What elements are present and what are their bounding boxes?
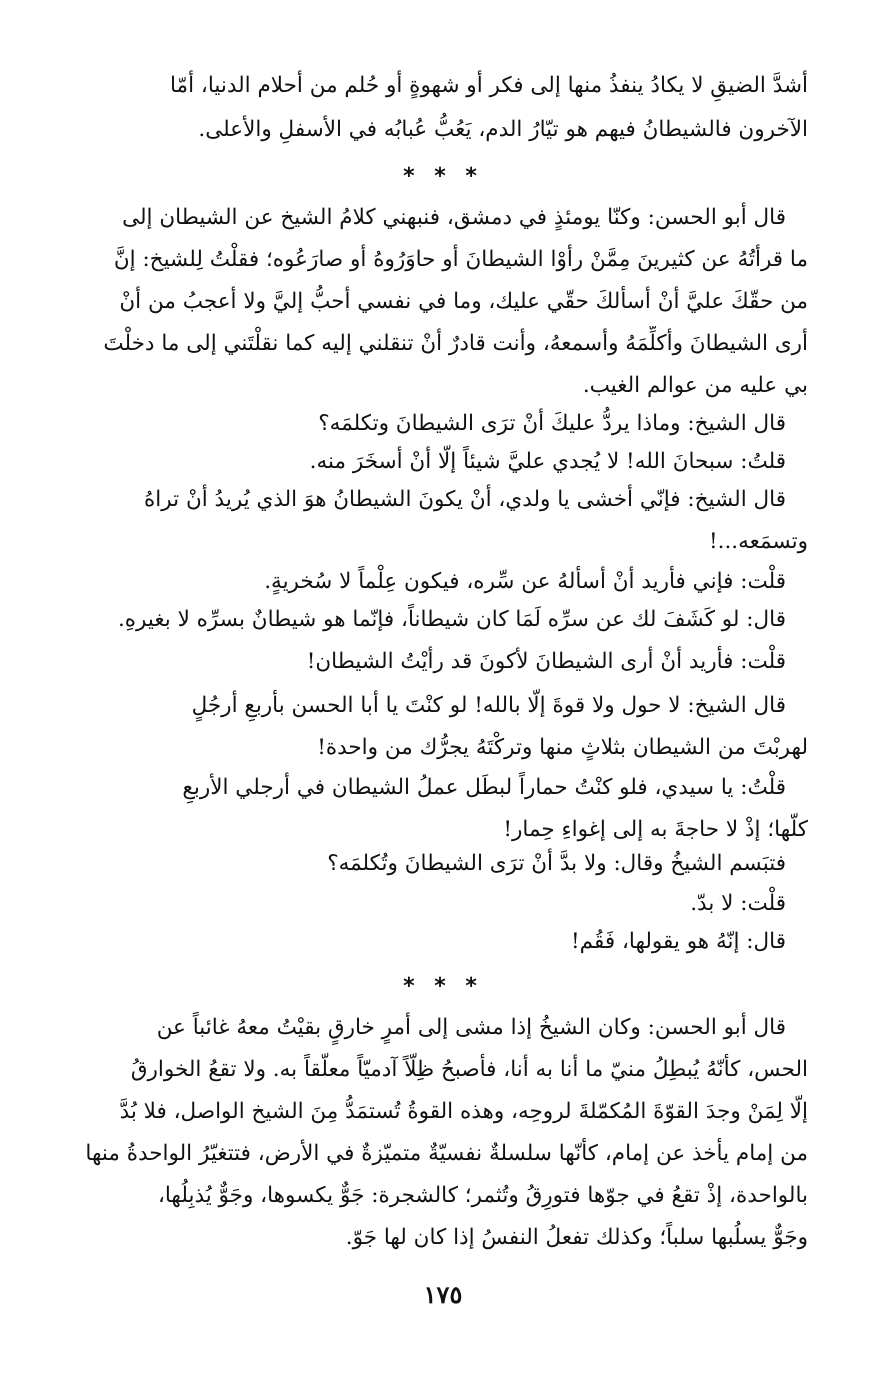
- text-line: أشدَّ الضيقِ لا يكادُ ينفذُ منها إلى فكر أو شهوةٍ أو حُلم من أحلام الدنيا، أمّا: [170, 73, 808, 98]
- text-line: وجَوٌّ يسلُبها سلباً؛ وكذلك تفعلُ النفسُ إذا كان لها جَوّ.: [345, 1225, 808, 1250]
- text-line: أرى الشيطانَ وأكلِّمَهُ وأسمعهُ، وأنت قادرٌ أنْ تنقلني إليه كما نقلْتَني إلى ما دخلْتَ: [103, 331, 808, 356]
- text-line: بي عليه من عوالم الغيب.: [582, 373, 808, 398]
- section-separator: * * *: [403, 974, 483, 999]
- text-line: قال الشيخ: فإنّي أخشى يا ولدي، أنْ يكونَ الشيطانُ هوَ الذي يُريدُ أنْ تراهُ: [144, 487, 786, 512]
- text-line: قال أبو الحسن: وكنّا يومئذٍ في دمشق، فنبهني كلامُ الشيخ عن الشيطان إلى: [122, 205, 786, 230]
- text-line: قلْت: فإني فأريد أنْ أسألهُ عن سِّره، فيكون عِلْماً لا سُخريةٍ.: [264, 569, 786, 594]
- text-line: كلّها؛ إذْ لا حاجةَ به إلى إغواءِ حِمار!: [503, 817, 808, 842]
- text-line: قال الشيخ: لا حول ولا قوةَ إلّا بالله! لو كنْتَ يا أبا الحسن بأربعِ أرجُلٍ: [191, 693, 786, 718]
- text-line: من حقّكَ عليَّ أنْ أسألكَ حقّي عليك، وما في نفسي أحبُّ إليَّ ولا أعجبُ من أنْ: [119, 289, 808, 314]
- text-line: من إمام يأخذ عن إمام، كأنّها سلسلةٌ نفسيّةٌ متميّزةٌ في الأرض، فتتغيّرُ الواحدةُ منها: [85, 1141, 808, 1166]
- text-line: ما قرأتُهُ عن كثيرينَ مِمَّنْ رأوْا الشيطانَ أو حاوَرُوهُ أو صارَعُوه؛ فقلْتُ لِلشيخ: إنَّ: [113, 247, 808, 272]
- book-page: [78, 68, 808, 1358]
- text-line: قلْت: لا بدّ.: [690, 891, 786, 916]
- text-line: الآخرون فالشيطانُ فيهم هو تيّارُ الدم، يَعُبُّ عُبابُه في الأسفلِ والأعلى.: [198, 117, 808, 142]
- text-line: قال: لو كَشَفَ لك عن سرِّه لَمَا كان شيطاناً، فإنّما هو شيطانٌ بسرِّه لا بغيرهِ.: [117, 607, 786, 632]
- text-line: وتسمَعه...!: [708, 529, 808, 554]
- text-line: بالواحدة، إذْ تقعُ في جوّها فتورِقُ وتُثمر؛ كالشجرة: جَوٌّ يكسوها، وجَوٌّ يُذبِلُها،: [157, 1183, 808, 1208]
- text-line: قلتُ: سبحانَ الله! لا يُجدي عليَّ شيئاً إلّا أنْ أسخَرَ منه.: [309, 449, 786, 474]
- text-line: لهربْتَ من الشيطان بثلاثٍ منها وتركْتَهُ يجرُّك من واحدة!: [317, 735, 808, 760]
- page-number: ١٧٥: [423, 1280, 463, 1309]
- text-line: إلّا لِمَنْ وجدَ القوّةَ المُكمّلةَ لروحِه، وهذه القوةُ تُستمَدُّ مِنَ الشيخ الواصل، فلا بُدَّ: [119, 1099, 808, 1124]
- text-line: قلْتُ: يا سيدي، فلو كنْتُ حماراً لبطَل عملُ الشيطان في أرجلي الأربعِ: [182, 775, 786, 800]
- text-line: قال الشيخ: وماذا يردُّ عليكَ أنْ ترَى الشيطانَ وتكلمَه؟: [318, 411, 786, 436]
- section-separator: * * *: [403, 164, 483, 189]
- text-line: قال: إنّهُ هو يقولها، فَقُم!: [571, 929, 786, 954]
- text-line: قال أبو الحسن: وكان الشيخُ إذا مشى إلى أمرٍ خارقٍ بقيْتُ معهُ غائباً عن: [156, 1015, 786, 1040]
- text-line: الحس، كأنّهُ يُبطِلُ منيّ ما أنا به أنا، فأصبحُ ظِلّاً آدميّاً معلّقاً به. ولا تقعُ الخوارقُ: [130, 1057, 808, 1082]
- text-line: فتبَسم الشيخُ وقال: ولا بدَّ أنْ ترَى الشيطانَ وتُكلمَه؟: [327, 851, 786, 876]
- text-line: قلْت: فأريد أنْ أرى الشيطانَ لأكونَ قد رأيْتُ الشيطان!: [306, 649, 786, 674]
